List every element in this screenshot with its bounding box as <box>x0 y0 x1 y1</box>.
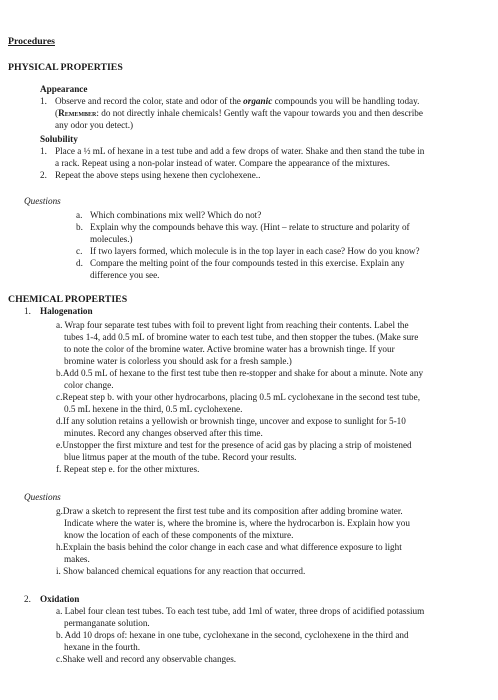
question-d-line-2: difference you see. <box>90 270 160 280</box>
question-label: c. <box>76 246 83 256</box>
list-number: 1. <box>24 306 31 316</box>
emphasis-organic: organic <box>243 96 273 106</box>
appearance-heading: Appearance <box>40 84 88 94</box>
step-line: h.Explain the basis behind the color change in each case and what difference exposure to light <box>56 542 402 552</box>
step-line: a. Wrap four separate test tubes with foil to prevent light from reaching their contents. Label the <box>56 320 409 330</box>
step-line: b. Add 10 drops of: hexane in one tube, cyclohexane in the second, cyclohexene in the third and <box>56 630 409 640</box>
halogenation-heading: Halogenation <box>40 306 93 316</box>
list-number: 2. <box>40 170 47 180</box>
remember-label: Remember <box>58 108 97 118</box>
solubility-item-1-line-1: Place a ½ mL of hexane in a test tube and add a few drops of water. Shake and then stand the tube in <box>55 146 425 156</box>
text-part: ( <box>55 108 59 118</box>
solubility-item-1-line-2: a rack. Repeat using a non-polar instead of water. Compare the appearance of the mixtures. <box>55 158 390 168</box>
appearance-item-1-line-2 <box>55 108 423 119</box>
step-line: know the location of each of these components of the mixture. <box>64 530 294 540</box>
procedures-title: Procedures <box>8 36 55 47</box>
step-line: bromine water is colorless you should ask for a fresh sample.) <box>64 356 292 366</box>
step-line: makes. <box>64 554 90 564</box>
step-line: c.Shake well and record any observable changes. <box>56 654 237 664</box>
step-line: g.Draw a sketch to represent the first test tube and its composition after adding bromine water. <box>56 506 403 516</box>
step-line: e.Unstopper the first mixture and test for the presence of acid gas by placing a strip of moistened <box>56 440 412 450</box>
questions-heading: Questions <box>24 492 61 502</box>
question-b-line-2: molecules.) <box>90 234 133 244</box>
step-line: hexane in the fourth. <box>64 642 141 652</box>
physical-properties-heading: PHYSICAL PROPERTIES <box>8 62 123 73</box>
list-number: 2. <box>24 594 31 604</box>
text-part: : do not directly inhale chemicals! Gently waft the vapour towards you and then describe <box>96 108 423 118</box>
step-line: f. Repeat step e. for the other mixtures. <box>56 464 200 474</box>
chemical-properties-heading: CHEMICAL PROPERTIES <box>8 294 128 305</box>
step-line: c.Repeat step b. with your other hydrocarbons, placing 0.5 mL cyclohexane in the second test tube, <box>56 392 420 402</box>
question-d-line-1: Compare the melting point of the four compounds tested in this exercise. Explain any <box>90 258 405 268</box>
question-label: b. <box>76 222 83 232</box>
step-line: d.If any solution retains a yellowish or brownish tinge, uncover and expose to sunlight for 5-10 <box>56 416 406 426</box>
oxidation-heading: Oxidation <box>40 594 80 604</box>
questions-heading: Questions <box>24 196 61 206</box>
list-number: 1. <box>40 146 47 156</box>
text-part: compounds you will be handling today. <box>272 96 420 106</box>
appearance-item-1-line-3: any odor you detect.) <box>55 120 134 130</box>
solubility-item-2-line-1: Repeat the above steps using hexene then cyclohexene.. <box>55 170 261 180</box>
text-part: Observe and record the color, state and odor of the <box>55 96 244 106</box>
step-line: blue litmus paper at the mouth of the tube. Record your results. <box>64 452 297 462</box>
question-a-line-1: Which combinations mix well? Which do not? <box>90 210 262 220</box>
question-label: a. <box>76 210 83 220</box>
step-line: minutes. Record any changes observed after this time. <box>64 428 263 438</box>
step-line: Indicate where the water is, where the bromine is, where the hydrocarbon is. Explain how you <box>64 518 410 528</box>
step-line: b.Add 0.5 mL of hexane to the first test tube then re-stopper and shake for about a minute. Note any <box>56 368 424 378</box>
appearance-item-1-line-1 <box>55 96 419 107</box>
step-line: 0.5 mL hexene in the third, 0.5 mL cyclohexene. <box>64 404 243 414</box>
step-line: i. Show balanced chemical equations for any reaction that occurred. <box>56 566 306 576</box>
question-c-line-1: If two layers formed, which molecule is in the top layer in each case? How do you know? <box>90 246 420 256</box>
list-number: 1. <box>40 96 47 106</box>
question-b-line-1: Explain why the compounds behave this way. (Hint – relate to structure and polarity of <box>90 222 410 232</box>
step-line: a. Label four clean test tubes. To each test tube, add 1ml of water, three drops of acidified potassium <box>56 606 425 616</box>
question-label: d. <box>76 258 83 268</box>
step-line: permanganate solution. <box>64 618 150 628</box>
solubility-heading: Solubility <box>40 134 78 144</box>
step-line: to note the color of the bromine water. Active bromine water has a brownish tinge. If your <box>64 344 395 354</box>
step-line: tubes 1-4, add 0.5 mL of bromine water to each test tube, and then stopper the tubes. (Make sure <box>64 332 419 342</box>
step-line: color change. <box>64 380 114 390</box>
